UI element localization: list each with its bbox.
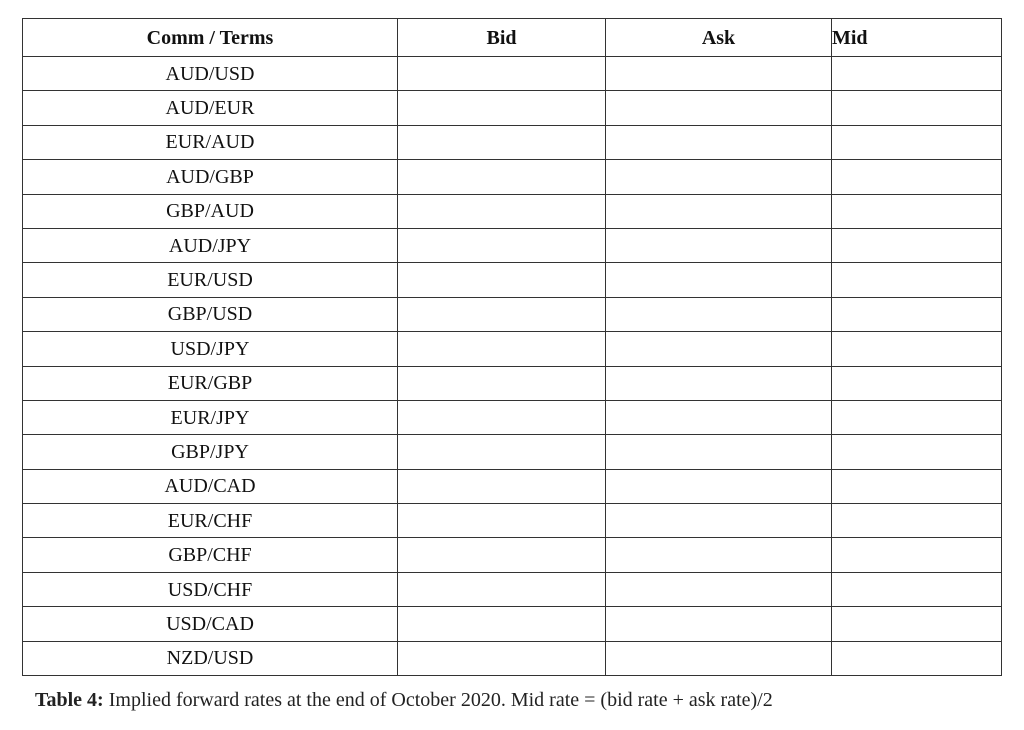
table-row (23, 125, 1002, 159)
cell-ask (606, 538, 832, 572)
cell-ask (606, 263, 832, 297)
cell-bid (398, 538, 606, 572)
cell-pair: GBP/CHF (23, 538, 398, 572)
cell-mid (832, 57, 1002, 91)
table-row (23, 194, 1002, 228)
cell-pair: NZD/USD (23, 641, 398, 675)
cell-mid (832, 91, 1002, 125)
cell-ask (606, 366, 832, 400)
cell-ask (606, 57, 832, 91)
cell-bid (398, 228, 606, 262)
cell-ask (606, 400, 832, 434)
header-comm-terms: Comm / Terms (23, 19, 398, 57)
table-row (23, 160, 1002, 194)
cell-bid (398, 91, 606, 125)
header-ask: Ask (606, 19, 832, 57)
cell-pair: AUD/USD (23, 57, 398, 91)
cell-mid (832, 263, 1002, 297)
cell-mid (832, 504, 1002, 538)
cell-pair: AUD/JPY (23, 228, 398, 262)
cell-bid (398, 332, 606, 366)
cell-bid (398, 263, 606, 297)
table-row (23, 57, 1002, 91)
cell-bid (398, 194, 606, 228)
cell-pair: GBP/JPY (23, 435, 398, 469)
table-row (23, 228, 1002, 262)
table-row (23, 297, 1002, 331)
caption-text: Implied forward rates at the end of October 2020. Mid rate = (bid rate + ask rate)/2 (103, 689, 773, 711)
cell-mid (832, 435, 1002, 469)
cell-pair: USD/CHF (23, 572, 398, 606)
cell-ask (606, 160, 832, 194)
cell-ask (606, 332, 832, 366)
cell-pair: EUR/JPY (23, 400, 398, 434)
cell-mid (832, 400, 1002, 434)
cell-ask (606, 297, 832, 331)
cell-mid (832, 194, 1002, 228)
cell-ask (606, 504, 832, 538)
table-row (23, 263, 1002, 297)
cell-ask (606, 435, 832, 469)
cell-mid (832, 297, 1002, 331)
cell-pair: AUD/EUR (23, 91, 398, 125)
cell-bid (398, 400, 606, 434)
cell-ask (606, 91, 832, 125)
cell-ask (606, 228, 832, 262)
cell-ask (606, 641, 832, 675)
cell-pair: GBP/AUD (23, 194, 398, 228)
cell-ask (606, 125, 832, 159)
table-row (23, 538, 1002, 572)
cell-mid (832, 607, 1002, 641)
cell-pair: USD/CAD (23, 607, 398, 641)
cell-bid (398, 469, 606, 503)
table-row (23, 469, 1002, 503)
cell-bid (398, 504, 606, 538)
cell-pair: AUD/CAD (23, 469, 398, 503)
table-row (23, 332, 1002, 366)
cell-bid (398, 607, 606, 641)
cell-mid (832, 332, 1002, 366)
cell-bid (398, 160, 606, 194)
cell-bid (398, 572, 606, 606)
cell-bid (398, 435, 606, 469)
cell-mid (832, 641, 1002, 675)
cell-bid (398, 125, 606, 159)
table-header-row (23, 19, 1002, 57)
table-row (23, 400, 1002, 434)
cell-pair: EUR/AUD (23, 125, 398, 159)
cell-pair: AUD/GBP (23, 160, 398, 194)
cell-mid (832, 469, 1002, 503)
cell-mid (832, 538, 1002, 572)
table-body (23, 57, 1002, 676)
caption-label: Table 4: (35, 689, 104, 711)
cell-mid (832, 366, 1002, 400)
table-row (23, 91, 1002, 125)
cell-pair: EUR/GBP (23, 366, 398, 400)
header-mid: Mid (832, 19, 1002, 57)
cell-bid (398, 366, 606, 400)
cell-bid (398, 57, 606, 91)
table-row (23, 607, 1002, 641)
forward-rates-table (22, 18, 1002, 676)
table-row (23, 572, 1002, 606)
table-row (23, 435, 1002, 469)
cell-mid (832, 228, 1002, 262)
header-bid: Bid (398, 19, 606, 57)
cell-bid (398, 297, 606, 331)
table-row (23, 641, 1002, 675)
cell-pair: USD/JPY (23, 332, 398, 366)
cell-mid (832, 572, 1002, 606)
cell-ask (606, 572, 832, 606)
table-row (23, 366, 1002, 400)
cell-mid (832, 125, 1002, 159)
table-row (23, 504, 1002, 538)
cell-bid (398, 641, 606, 675)
cell-pair: EUR/CHF (23, 504, 398, 538)
cell-pair: GBP/USD (23, 297, 398, 331)
cell-ask (606, 469, 832, 503)
table-caption (35, 688, 773, 712)
cell-mid (832, 160, 1002, 194)
cell-ask (606, 194, 832, 228)
cell-ask (606, 607, 832, 641)
cell-pair: EUR/USD (23, 263, 398, 297)
